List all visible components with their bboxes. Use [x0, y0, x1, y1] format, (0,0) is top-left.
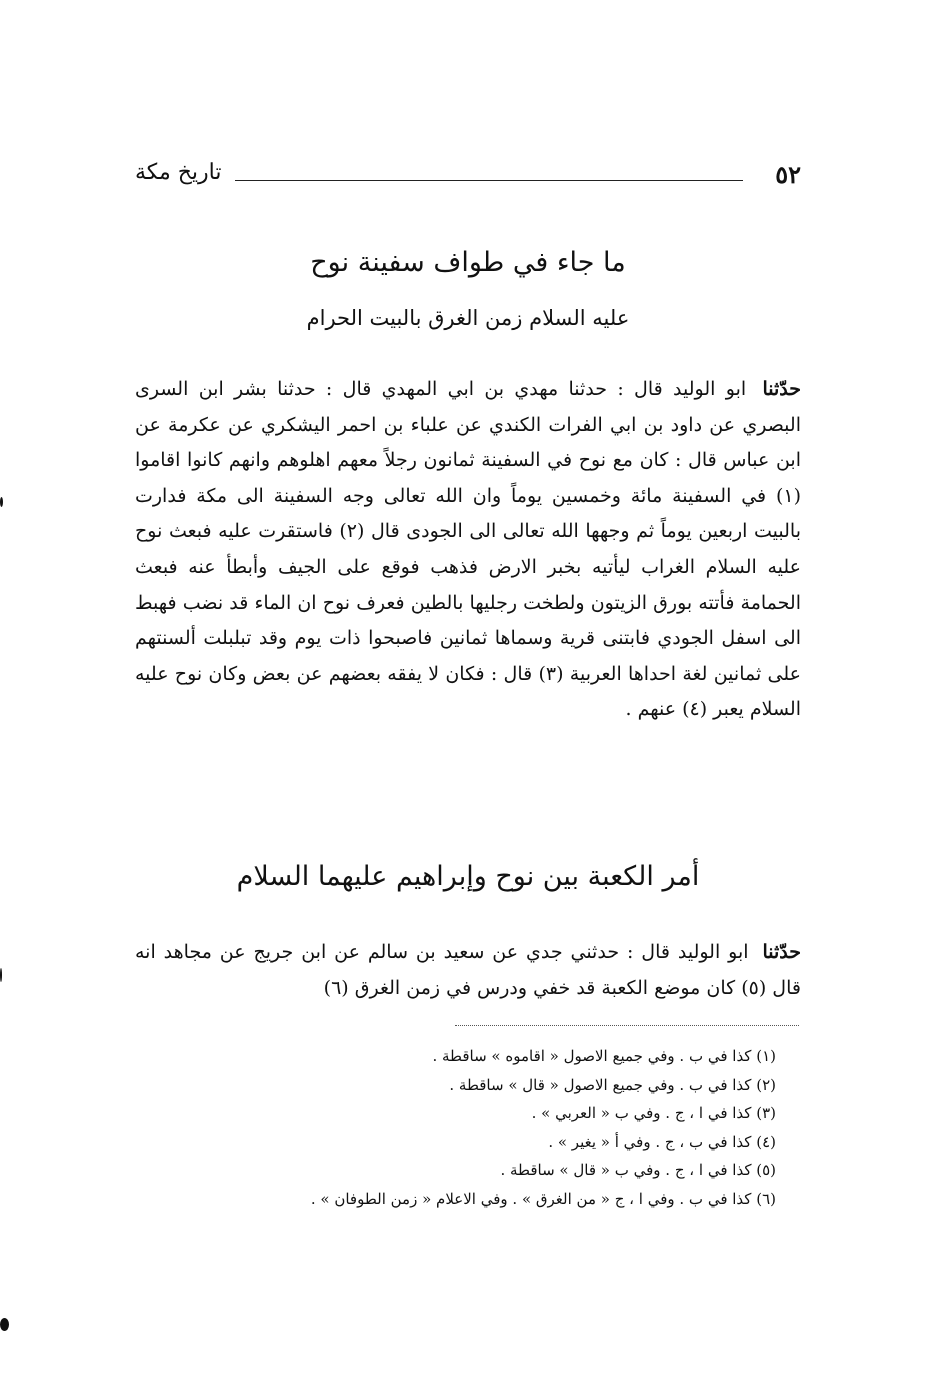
footnote-separator: [455, 1025, 799, 1026]
footnote-item: (٤) كذا في ب ، ج . وفي أ « يغير » .: [548, 1132, 776, 1151]
narration-lead: حدّثنا: [762, 378, 801, 400]
section-subtitle: عليه السلام زمن الغرق بالبيت الحرام: [306, 306, 630, 330]
book-title: تاريخ مكة: [135, 160, 222, 185]
scan-speck: [0, 968, 2, 982]
paragraph-text: ابو الوليد قال : حدثني جدي عن سعيد بن سالم عن ابن جريج عن مجاهد انه قال (٥) كان موضع الكعبة قد خفي ودرس في زمن الغرق (٦): [135, 941, 801, 999]
footnote-item: (٥) كذا في ا ، ج . وفي ب « قال » ساقطة .: [500, 1161, 776, 1180]
paragraph-noah-ark: [135, 372, 801, 728]
footnotes-list: [240, 1042, 776, 1214]
paragraph-text: ابو الوليد قال : حدثنا مهدي بن ابي المهدي قال : حدثنا بشر ابن السرى البصري عن داود بن ابي الفرات الكندي عن علباء بن احمر اليشكري عن عكرمة عن ابن عباس قال : كان مع نوح في السفينة ثمانون رجلاً معهم اهلوهم وانهم كانوا اقاموا (١) في السفينة مائة وخمسين يوماً وان الله تعالى وجه السفينة الى مكة فدارت بالبيت اربعين يوماً ثم وجهها الله تعالى الى الجودى قال (٢) فاستقرت عليه فبعث نوح عليه السلام الغراب ليأتيه بخبر الارض فذهب فوقع على الجيف وأبطأ عنه فبعث الحمامة فأتته بورق الزيتون ولطخت رجليها بالطين فعرف نوح ان الماء قد نضب فهبط الى اسفل الجودي فابتنى قرية وسماها ثمانين فاصبحوا ذات يوم وقد تبلبلت ألسنتهم على ثمانين لغة احداها العربية (٣) قال : فكان لا يفقه بعضهم عن بعض وكان نوح عليه السلام يعبر (٤) عنهم .: [135, 378, 801, 721]
footnote-item: (٢) كذا في ب . وفي جميع الاصول « قال » ساقطة .: [449, 1075, 776, 1094]
footnote-item: (١) كذا في ب . وفي جميع الاصول « اقاموه » ساقطة .: [432, 1047, 776, 1065]
section-title-noah-ark: ما جاء في طواف سفينة نوح: [310, 247, 626, 278]
scan-speck: [0, 497, 3, 507]
page-number: ٥٢: [775, 160, 801, 189]
running-header: [135, 160, 801, 200]
footnote-item: (٦) كذا في ب . وفي ا ، ج « من الغرق » . وفي الاعلام « زمن الطوفان » .: [310, 1189, 776, 1208]
section-title-kaaba: أمر الكعبة بين نوح وإبراهيم عليهما السلام: [236, 861, 700, 892]
paragraph-kaaba: [135, 935, 801, 1006]
footnote-item: (٣) كذا في ا ، ج . وفي ب « العربي » .: [531, 1104, 776, 1123]
scan-speck: [0, 1318, 9, 1331]
narration-lead: حدّثنا: [762, 941, 801, 963]
header-rule: [235, 180, 743, 181]
